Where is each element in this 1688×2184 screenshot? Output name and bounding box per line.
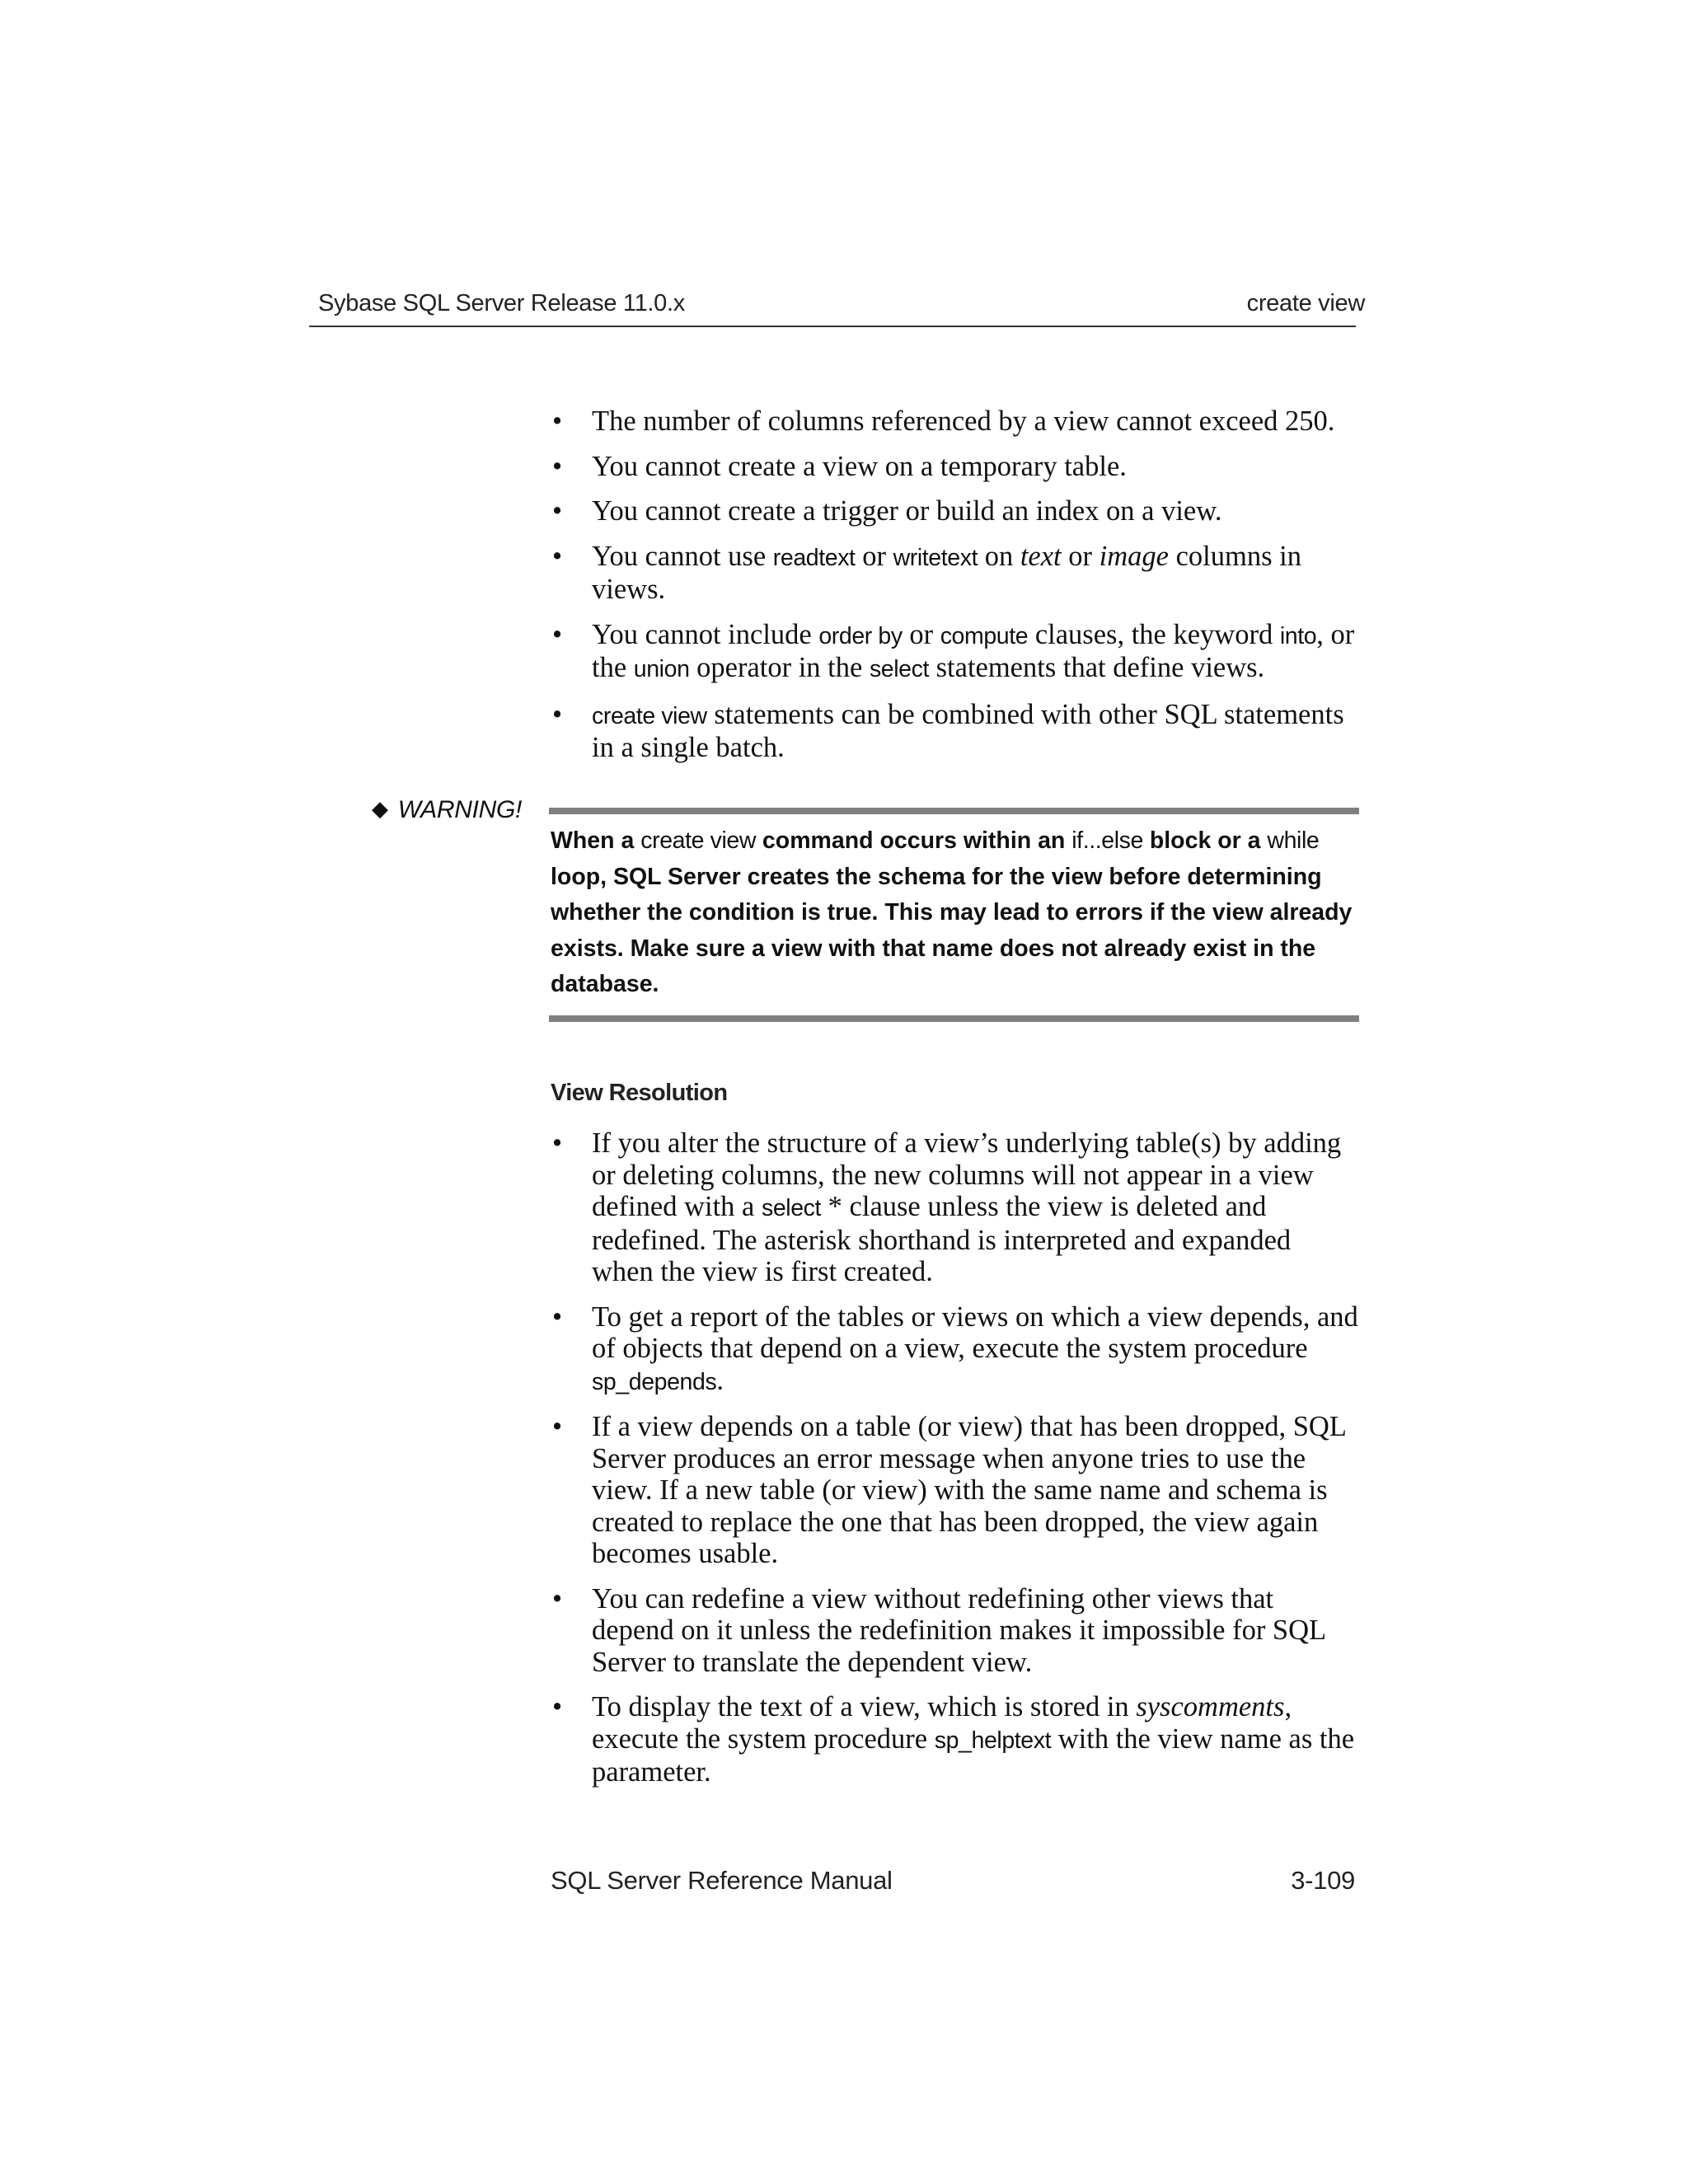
keyword: create view bbox=[592, 702, 707, 729]
emphasis: image bbox=[1099, 540, 1169, 572]
keyword: order by bbox=[818, 622, 903, 649]
bullet-icon: • bbox=[552, 1127, 563, 1159]
list-item: • The number of columns referenced by a view cannot exceed 250. bbox=[552, 405, 1335, 437]
header-rule bbox=[309, 326, 1356, 327]
keyword: select bbox=[761, 1195, 822, 1221]
running-header-section: create view bbox=[1246, 290, 1365, 316]
keyword: if...else bbox=[1071, 827, 1143, 854]
list-item: • You cannot use readtext or writetext on text or image columns in views. bbox=[552, 540, 1301, 605]
keyword: writetext bbox=[893, 544, 978, 571]
bullet-icon: • bbox=[552, 698, 563, 730]
bullet-icon: • bbox=[552, 1691, 563, 1722]
view-resolution-list bbox=[551, 1127, 1358, 1802]
list-item: • If you alter the structure of a view’s underlying table(s) by adding or deleting columns, the new columns will not appear in a view defined with a select * clause unless the view is deleted and redefined. The asterisk shorthand is interpreted and expanded when the view is first created. bbox=[552, 1127, 1342, 1287]
list-item: • To get a report of the tables or views on which a view depends, and of objects that depend on a view, execute the system procedure sp_depends. bbox=[552, 1301, 1358, 1396]
section-heading: View Resolution bbox=[551, 1080, 728, 1106]
list-item: • create view statements can be combined with other SQL statements in a single batch. bbox=[552, 698, 1344, 763]
bullet-icon: • bbox=[552, 450, 563, 482]
restrictions-list bbox=[551, 405, 1358, 777]
warning-top-rule bbox=[549, 808, 1359, 814]
keyword: while bbox=[1267, 827, 1320, 854]
bullet-icon: • bbox=[552, 1582, 563, 1615]
keyword: sp_depends bbox=[592, 1368, 717, 1395]
emphasis: text bbox=[1020, 540, 1062, 572]
keyword: into bbox=[1279, 622, 1317, 649]
keyword: readtext bbox=[772, 544, 856, 571]
emphasis: syscomments bbox=[1136, 1691, 1285, 1722]
keyword: union bbox=[633, 656, 690, 682]
bullet-icon: • bbox=[552, 405, 563, 437]
keyword: select bbox=[869, 656, 929, 682]
bullet-icon: • bbox=[552, 618, 563, 650]
diamond-icon: ◆ bbox=[372, 796, 388, 821]
warning-text: When a create view command occurs within an if...else block or a while loop, SQL Server creates the schema for the view before determining whether the condition is true. This may lead to errors if the view already exists. Make sure a view with that name does not already exist in the database. bbox=[551, 827, 1353, 997]
list-item: • If a view depends on a table (or view) that has been dropped, SQL Server produces an error message when anyone tries to use the view. If a new table (or view) with the same name and schema is created to replace the one that has been dropped, the view again becomes usable. bbox=[552, 1411, 1346, 1569]
page-number: 3-109 bbox=[1291, 1866, 1355, 1895]
bullet-icon: • bbox=[552, 1411, 563, 1442]
footer-title: SQL Server Reference Manual bbox=[551, 1866, 893, 1895]
keyword: create view bbox=[640, 827, 757, 854]
bullet-icon: • bbox=[552, 1301, 563, 1333]
list-item: • You cannot create a view on a temporary table. bbox=[552, 450, 1127, 482]
list-item: • You can redefine a view without redefining other views that depend on it unless the redefinition makes it impossible for SQL Server to translate the dependent view. bbox=[552, 1582, 1325, 1678]
list-item: • To display the text of a view, which is stored in syscomments, execute the system procedure sp_helptext with the view name as the parameter. bbox=[552, 1691, 1355, 1788]
keyword: compute bbox=[940, 622, 1029, 649]
list-item: • You cannot create a trigger or build an index on a view. bbox=[552, 495, 1222, 527]
keyword: sp_helptext bbox=[934, 1727, 1052, 1754]
warning-label: ◆ WARNING! bbox=[372, 796, 523, 823]
running-header-title: Sybase SQL Server Release 11.0.x bbox=[318, 290, 685, 316]
list-item: • You cannot include order by or compute clauses, the keyword into, or the union operator in the select statements that define views. bbox=[552, 618, 1355, 683]
warning-bottom-rule bbox=[549, 1015, 1359, 1022]
bullet-icon: • bbox=[552, 495, 563, 527]
bullet-icon: • bbox=[552, 540, 563, 572]
